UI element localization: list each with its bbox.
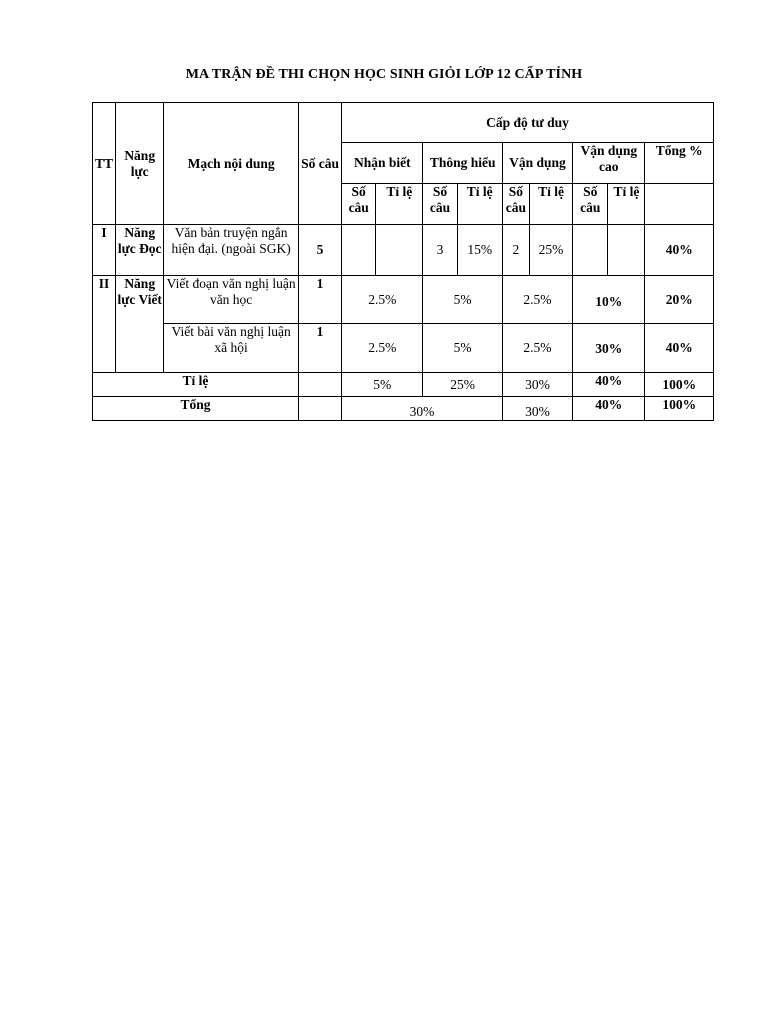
- cell-nb: 2.5%: [342, 276, 423, 324]
- page-title: MA TRẬN ĐỀ THI CHỌN HỌC SINH GIỎI LỚP 12 CẤP TỈNH: [185, 67, 583, 82]
- header-nhan-biet: Nhận biết: [342, 143, 423, 184]
- summary-vd: 30%: [502, 397, 572, 421]
- cell-vdc: 30%: [573, 324, 645, 373]
- table-row: [93, 324, 714, 373]
- summary-vd: 30%: [502, 373, 572, 397]
- summary-label: Tổng: [93, 397, 299, 421]
- cell-tong: 40%: [645, 225, 714, 276]
- header-nang-luc: Năng lực: [116, 103, 164, 225]
- summary-nb: 5%: [342, 373, 423, 397]
- cell-vd: 2.5%: [502, 324, 572, 373]
- summary-nb-th: 30%: [342, 397, 503, 421]
- sub-header-so-cau: Số câu: [502, 184, 529, 225]
- cell-vd-so-cau: 2: [502, 225, 529, 276]
- cell-vdc: 10%: [573, 276, 645, 324]
- summary-vdc: 40%: [573, 397, 645, 421]
- cell-th-so-cau: 3: [423, 225, 457, 276]
- header-thong-hieu: Thông hiểu: [423, 143, 502, 184]
- cell-vd: 2.5%: [502, 276, 572, 324]
- row-tt: II: [93, 276, 116, 373]
- header-tt: TT: [93, 103, 116, 225]
- row-noi-dung: Văn bản truyện ngắn hiện đại. (ngoài SGK): [164, 225, 299, 276]
- sub-header-ti-le: Tỉ lệ: [457, 184, 502, 225]
- summary-tong: 100%: [645, 397, 714, 421]
- sub-header-so-cau: Số câu: [573, 184, 608, 225]
- header-so-cau: Số câu: [298, 103, 341, 225]
- row-so-cau: 1: [298, 324, 341, 373]
- summary-empty: [298, 397, 341, 421]
- cell-vdc-so-cau: [573, 225, 608, 276]
- row-nang-luc: Năng lực Đọc: [116, 225, 164, 276]
- summary-vdc: 40%: [573, 373, 645, 397]
- cell-tong: 20%: [645, 276, 714, 324]
- sub-header-ti-le: Tỉ lệ: [376, 184, 423, 225]
- table-row: [93, 276, 714, 324]
- header-van-dung-cao: Vận dụng cao: [573, 143, 645, 184]
- sub-header-empty: [645, 184, 714, 225]
- cell-th: 5%: [423, 276, 502, 324]
- cell-th-ti-le: 15%: [457, 225, 502, 276]
- cell-nb-ti-le: [376, 225, 423, 276]
- summary-th: 25%: [423, 373, 502, 397]
- summary-empty: [298, 373, 341, 397]
- header-tong: Tổng %: [645, 143, 714, 184]
- cell-vd-ti-le: 25%: [529, 225, 572, 276]
- sub-header-ti-le: Tỉ lệ: [608, 184, 645, 225]
- summary-label: Tỉ lệ: [93, 373, 299, 397]
- row-nang-luc: Năng lực Viết: [116, 276, 164, 373]
- summary-tong: 100%: [645, 373, 714, 397]
- row-noi-dung: Viết bài văn nghị luận xã hội: [164, 324, 299, 373]
- header-cap-do-tu-duy: Cấp độ tư duy: [342, 103, 714, 143]
- cell-vdc-ti-le: [608, 225, 645, 276]
- sub-header-so-cau: Số câu: [342, 184, 376, 225]
- row-tt: I: [93, 225, 116, 276]
- cell-nb-so-cau: [342, 225, 376, 276]
- sub-header-so-cau: Số câu: [423, 184, 457, 225]
- header-row-1: [93, 103, 714, 143]
- row-so-cau: 1: [298, 276, 341, 324]
- exam-matrix-table: [92, 102, 714, 421]
- row-so-cau: 5: [298, 225, 341, 276]
- row-noi-dung: Viết đoạn văn nghị luận văn học: [164, 276, 299, 324]
- header-van-dung: Vận dụng: [502, 143, 572, 184]
- header-mach-noi-dung: Mạch nội dung: [164, 103, 299, 225]
- cell-nb: 2.5%: [342, 324, 423, 373]
- cell-tong: 40%: [645, 324, 714, 373]
- summary-row-ti-le: [93, 373, 714, 397]
- table-row: [93, 225, 714, 276]
- cell-th: 5%: [423, 324, 502, 373]
- summary-row-tong: [93, 397, 714, 421]
- sub-header-ti-le: Tỉ lệ: [529, 184, 572, 225]
